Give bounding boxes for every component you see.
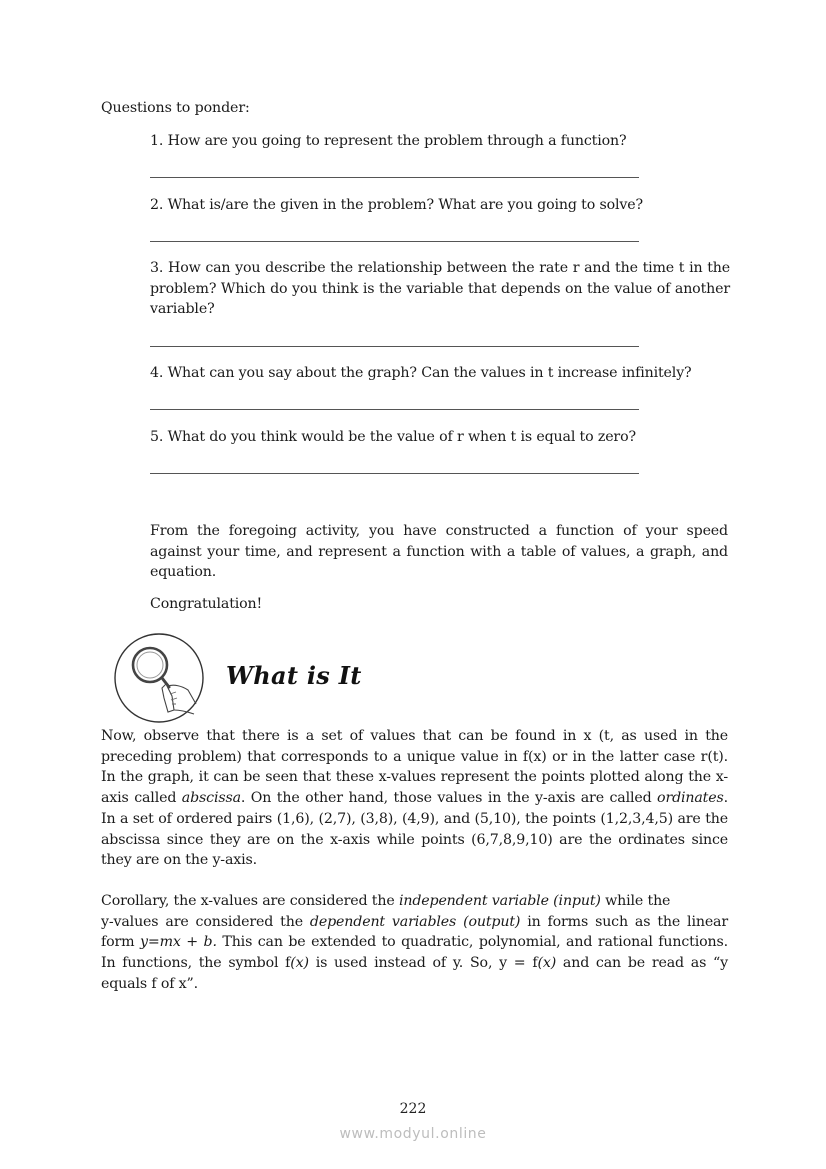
section-title: What is It xyxy=(226,661,362,690)
congratulation-text: Congratulation! xyxy=(150,596,263,612)
paragraph-text: Corollary, the x-values are considered the xyxy=(101,893,399,909)
answer-line-2[interactable] xyxy=(150,241,639,242)
paragraph-text: in forms such as the linear form xyxy=(101,913,729,951)
variables-paragraph xyxy=(101,912,728,995)
magnifying-glass-hand-icon xyxy=(112,632,206,724)
answer-line-3[interactable] xyxy=(150,346,639,347)
function-notation: (x) xyxy=(290,955,309,972)
paragraph-text: This can be extended to quadratic, polynomial, and rational functions. In functions, the symbol f xyxy=(101,934,728,972)
question-5: 5. What do you think would be the value of r when t is equal to zero? xyxy=(150,429,636,445)
answer-line-1[interactable] xyxy=(150,177,639,178)
question-1: 1. How are you going to represent the problem through a function? xyxy=(150,133,627,149)
question-4: 4. What can you say about the graph? Can the values in t increase infinitely? xyxy=(150,365,692,381)
paragraph-text: y-values are considered the xyxy=(101,913,310,930)
question-2: 2. What is/are the given in the problem? What are you going to solve? xyxy=(150,197,643,213)
answer-line-4[interactable] xyxy=(150,409,639,410)
paragraph-text: is used instead of y. So, y = f xyxy=(308,955,538,972)
term-ordinates: ordinates xyxy=(657,790,724,807)
linear-equation: y=mx + b. xyxy=(139,934,217,951)
paragraph-text: . On the other hand, those values in the y-axis are called xyxy=(240,790,658,807)
paragraph-text: and can be read as “y equals f of x”. xyxy=(101,955,728,992)
term-independent-variable: independent variable (input) xyxy=(398,893,601,909)
paragraph-text: Now, observe that there is a set of values that can be found in x (t, as used in the preceding problem) that corresponds to a unique value in f(x) or in the latter case r(t). In the graph, it can be seen that these x-values represent the points plotted along the x-axis called xyxy=(101,728,728,807)
variables-paragraph-line1 xyxy=(101,891,728,912)
abscissa-ordinates-paragraph xyxy=(101,726,728,871)
question-3: 3. How can you describe the relationship between the rate r and the time t in the problem? Which do you think is the variable that depends on the value of another variable? xyxy=(150,260,730,318)
questions-heading: Questions to ponder: xyxy=(101,100,250,116)
paragraph-text: while the xyxy=(600,893,671,909)
watermark: www.modyul.online xyxy=(339,1126,487,1142)
page-number: 222 xyxy=(399,1101,427,1117)
function-notation: (x) xyxy=(537,955,557,972)
paragraph-text: . In a set of ordered pairs (1,6), (2,7), (3,8), (4,9), and (5,10), the points (1,2,3,4,5) are the abscissa since they are on the x-axis while points (6,7,8,9,10) are the ordinates since they are on the y-axis. xyxy=(101,790,728,869)
answer-line-5[interactable] xyxy=(150,473,639,474)
summary-paragraph: From the foregoing activity, you have constructed a function of your speed against your time, and represent a function with a table of values, a graph, and equation. xyxy=(150,523,728,581)
term-dependent-variables: dependent variables (output) xyxy=(309,913,521,930)
term-abscissa: abscissa xyxy=(181,790,241,807)
